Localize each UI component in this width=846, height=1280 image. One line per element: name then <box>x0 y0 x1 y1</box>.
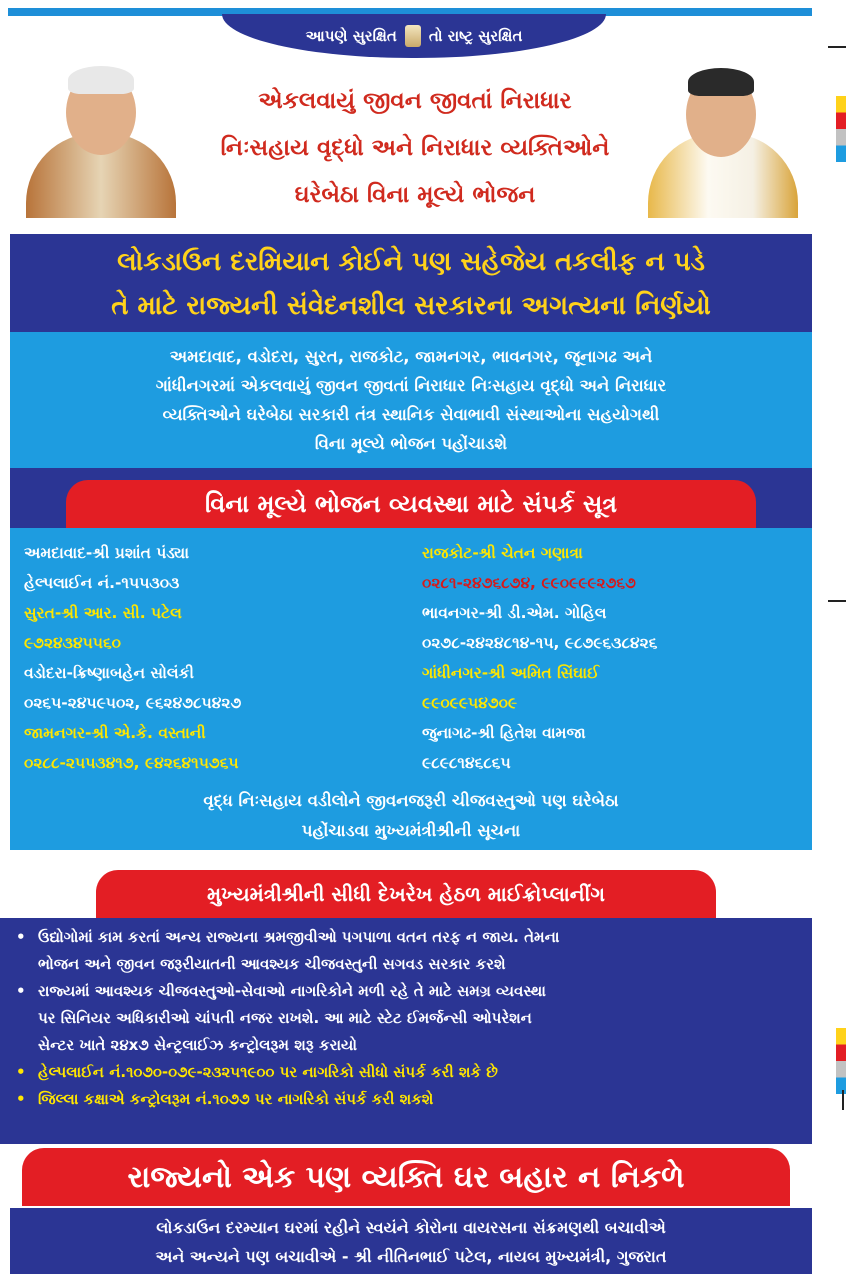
footer-line-1: લોકડાઉન દરમ્યાન ઘરમાં રહીને સ્વયંને કોરોના વાયરસના સંક્રમણથી બચાવીએ <box>156 1218 666 1237</box>
footer-line-2: અને અન્યને પણ બચાવીએ - શ્રી નીતિનભાઈ પટેલ, નાયબ મુખ્યમંત્રી, ગુજરાત <box>155 1247 667 1266</box>
contact-right-8: ૯૮૯૮૧૪૬૮૬૫ <box>422 754 511 772</box>
footer-message <box>10 1208 812 1274</box>
decision-banner <box>10 234 812 332</box>
contact-left-5: વડોદરા-ક્રિષ્ણાબહેન સોલંકી <box>24 664 194 682</box>
decision-banner-line-1: લોકડાઉન દરમિયાન કોઈને પણ સહેજેય તકલીફ ન પડે <box>117 247 705 277</box>
national-emblem-icon <box>405 25 421 47</box>
contact-left-8: ૦૨૮૮-૨૫૫૩૪૧૭, ૯૪૨૬૪૧૫૭૬૫ <box>24 754 239 772</box>
contact-right-2: ૦૨૮૧-૨૪૭૬૮૭૪, ૯૯૦૯૯૯૨૭૬૭ <box>422 574 636 592</box>
bullet-3: • હેલ્પલાઈન નં.૧૦૭૦-૦૭૯-૨૩૨૫૧૯૦૦ પર નાગરિકો સીધો સંપર્ક કરી શકે છે <box>10 1059 802 1086</box>
page-edge-rule-bottom <box>842 1090 844 1110</box>
portrait-left-hair <box>68 66 134 94</box>
description-line-1: અમદાવાદ, વડોદરા, સુરત, રાજકોટ, જામનગર, ભાવનગર, જૂનાગઢ અને <box>169 347 653 366</box>
contact-left-3: સુરત-શ્રી આર. સી. પટેલ <box>24 604 182 622</box>
microplanning-heading: મુખ્યમંત્રીશ્રીની સીધી દેખરેખ હેઠળ માઈક્રોપ્લાનીંગ <box>96 870 716 918</box>
headline-line-1: એકલવાયું જીવન જીવતાં નિરાધાર <box>258 88 572 114</box>
slogan-banner <box>222 14 606 58</box>
bullet-1-line-2: ભોજન અને જીવન જરૂરીયાતની આવશ્યક ચીજવસ્તુની સગવડ સરકાર કરશે <box>38 955 506 973</box>
contact-left-4: ૯૭૨૪૩૪૫૫૬૦ <box>24 634 121 652</box>
contact-left-7: જામનગર-શ્રી એ.કે. વસ્તાની <box>24 724 206 742</box>
contact-right-1: રાજકોટ-શ્રી ચેતન ગણાત્રા <box>422 544 583 562</box>
bullet-2-line-3: સેન્ટર ખાતે ૨૪x૭ સેન્ટ્રલાઈઝ કન્ટ્રોલરૂમ શરૂ કરાયો <box>38 1036 358 1054</box>
page-edge-mark-top <box>836 96 846 162</box>
bullet-2-line-2: પર સિનિયર અધિકારીઓ ચાંપતી નજર રાખશે. આ માટે સ્ટેટ ઈમર્જન્સી ઓપરેશન <box>38 1009 532 1027</box>
description-line-4: વિના મૂલ્યે ભોજન પહોંચાડશે <box>314 434 508 453</box>
slogan-left: આપણે સુરક્ષિત <box>305 27 397 45</box>
contact-right-4: ૦૨૭૮-૨૪૨૪૮૧૪-૧૫, ૯૮૭૯૬૩૮૪૨૬ <box>422 634 658 652</box>
contact-left-6: ૦૨૬૫-૨૪૫૯૫૦૨, ૯૬૨૪૭૮૫૪૨૭ <box>24 694 242 712</box>
contact-section <box>10 468 812 850</box>
portrait-left <box>8 58 193 218</box>
headline-line-2: નિઃસહાય વૃદ્ધો અને નિરાધાર વ્યક્તિઓને <box>220 135 610 161</box>
description-line-3: વ્યક્તિઓને ઘરેબેઠા સરકારી તંત્ર સ્થાનિક સેવાભાવી સંસ્થાઓના સહયોગથી <box>162 405 660 424</box>
contact-note-line-1: વૃદ્ધ નિઃસહાય વડીલોને જીવનજરૂરી ચીજવસ્તુઓ પણ ઘરેબેઠા <box>203 791 619 810</box>
bullet-1-line-1: • ઉદ્યોગોમાં કામ કરતાં અન્ય રાજ્યના શ્રમજીવીઓ પગપાળા વતન તરફ ન જાય. તેમના <box>38 928 560 946</box>
contact-note <box>10 786 812 846</box>
contact-right-3: ભાવનગર-શ્રી ડી.એમ. ગોહિલ <box>422 604 607 622</box>
page-edge-rule-middle <box>828 600 846 602</box>
description-block <box>10 332 812 468</box>
portrait-right <box>630 58 815 218</box>
headline <box>200 78 630 219</box>
page-edge-rule-top <box>828 46 846 48</box>
contact-right-5: ગાંધીનગર-શ્રી અમિત સિંઘાઈ <box>422 664 600 682</box>
contact-left-2: હેલ્પલાઈન નં.-૧૫૫૩૦૩ <box>24 574 180 592</box>
slogan-right: તો રાષ્ટ્ર સુરક્ષિત <box>428 27 523 45</box>
contact-right-7: જુનાગઢ-શ્રી હિતેશ વામજા <box>422 724 586 742</box>
decision-banner-line-2: તે માટે રાજ્યની સંવેદનશીલ સરકારના અગત્યના નિર્ણયો <box>111 291 711 321</box>
contact-heading: વિના મૂલ્યે ભોજન વ્યવસ્થા માટે સંપર્ક સૂત્ર <box>66 480 756 528</box>
description-line-2: ગાંધીનગરમાં એકલવાયું જીવન જીવતાં નિરાધાર નિઃસહાય વૃદ્ધો અને નિરાધાર <box>155 376 667 395</box>
contact-left-1: અમદાવાદ-શ્રી પ્રશાંત પંડ્યા <box>24 544 190 562</box>
bullet-2 <box>10 978 802 1059</box>
contact-column-left <box>24 538 404 778</box>
contact-note-line-2: પહોંચાડવા મુખ્યમંત્રીશ્રીની સૂચના <box>301 821 521 840</box>
portrait-right-hair <box>688 68 754 96</box>
contact-column-right <box>422 538 802 778</box>
headline-line-3: ઘરેબેઠા વિના મૂલ્યે ભોજન <box>294 182 536 208</box>
contact-right-6: ૯૯૦૯૯૫૪૭૦૯ <box>422 694 518 712</box>
bullet-1 <box>10 924 802 978</box>
bullet-4: • જિલ્લા કક્ષાએ કન્ટ્રોલરૂમ નં.૧૦૭૭ પર નાગરિકો સંપર્ક કરી શકશે <box>10 1086 802 1113</box>
microplanning-bullets <box>0 918 812 1144</box>
page-edge-mark-bottom <box>836 1028 846 1094</box>
final-heading: રાજ્યનો એક પણ વ્યક્તિ ઘર બહાર ન નિકળે <box>22 1148 790 1206</box>
bullet-2-line-1: • રાજ્યમાં આવશ્યક ચીજવસ્તુઓ-સેવાઓ નાગરિકોને મળી રહે તે માટે સમગ્ર વ્યવસ્થા <box>38 982 546 1000</box>
